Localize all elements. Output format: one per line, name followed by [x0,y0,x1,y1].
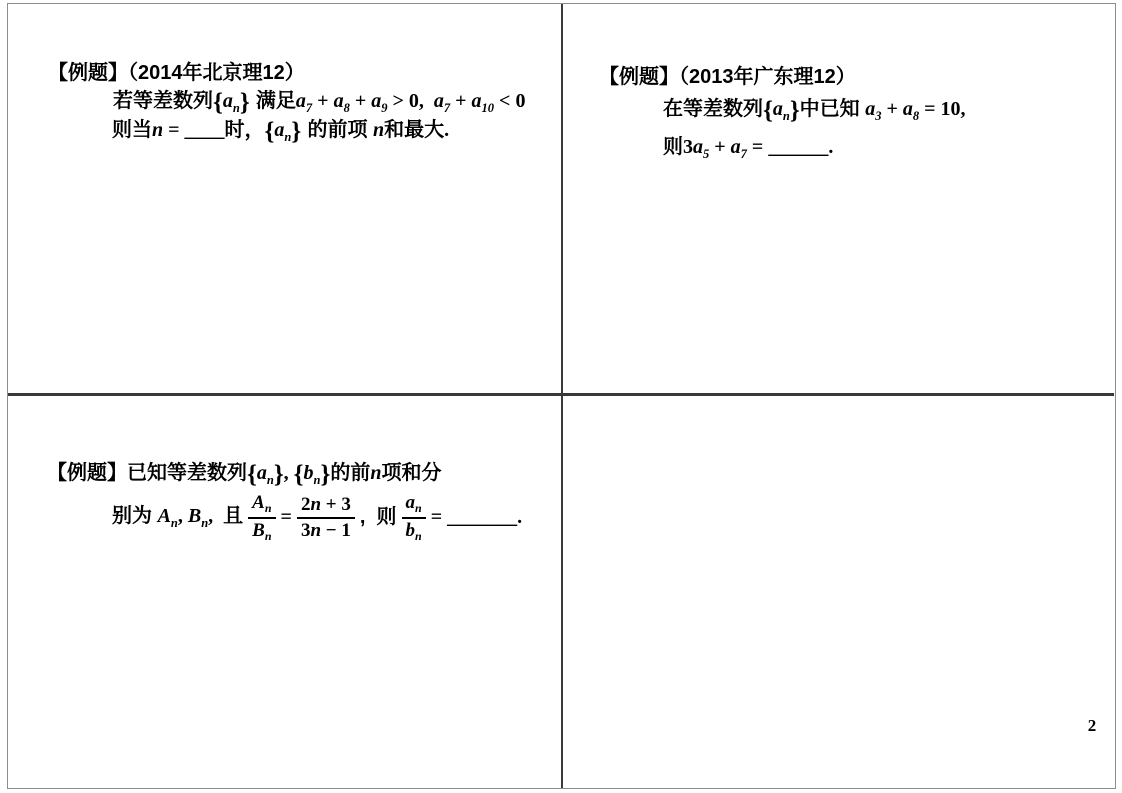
page-number: 2 [1087,716,1097,735]
math-sub: 8 [343,101,350,115]
math-op: = [746,136,769,158]
math-var: b [405,519,416,541]
problem3-line1 [47,461,441,489]
comma: , [208,504,224,527]
period: . [828,136,834,158]
math-var: n [310,519,322,541]
math-sub: n [264,528,272,543]
problem2-line3 [663,135,833,163]
math-coef: 2 [300,493,311,515]
problem1-tag: 【例题】 [48,62,128,84]
math-var: B [187,504,202,527]
math-var: a [405,492,416,513]
text-run: 中已知 [799,98,866,120]
answer-blank: ____ [184,119,225,141]
text-run: 且 [223,504,244,527]
math-var: A [252,492,265,513]
problem1-line2 [113,89,525,117]
comma: , [283,462,294,484]
math-var: n [310,493,322,515]
math-var: a [333,90,344,112]
close-brace: } [320,461,331,488]
open-brace: { [763,97,773,124]
fraction-numerator [248,492,275,519]
math-sub: 7 [305,101,313,115]
problem1-source: （2014年北京理12） [128,62,305,84]
math-sub: n [170,515,178,530]
answer-run [431,505,522,530]
math-op: + [312,90,334,112]
text-run: 别为 [112,504,158,527]
text-run: 时， [224,119,265,141]
text-run: 满足 [255,90,296,112]
math-coef: 3 [300,519,311,541]
problem2-header [599,65,856,90]
math-op: = 10, [919,98,966,120]
close-brace: } [789,97,800,124]
fraction-2n3-3n1 [297,494,355,542]
math-var: n [373,119,385,141]
problem2-tag: 【例题】 [599,66,679,88]
text-run: 若等差数列 [113,90,213,112]
math-var: a [222,90,233,112]
math-sub: n [201,515,209,530]
fraction-denominator [297,519,355,542]
text-run: 则当 [112,119,152,141]
fraction-denominator [248,519,275,544]
math-var: a [730,136,741,158]
math-sub: 5 [703,147,710,161]
problem1-line3 [112,118,449,146]
problem1-header [48,61,305,86]
math-var: a [772,98,783,120]
open-brace: { [264,118,275,145]
fraction-An-Bn [248,492,275,544]
math-var: n [152,119,164,141]
math-sub: n [266,473,274,487]
close-brace: } [239,89,256,116]
vertical-divider [561,4,563,788]
math-coef: 3 [683,136,693,158]
math-var: a [865,98,876,120]
fraction-denominator [402,519,426,544]
open-brace: { [213,89,223,116]
comma: , [177,504,188,527]
math-sub: n [313,473,321,487]
period: . [517,506,523,529]
math-sub: 9 [381,101,388,115]
math-sub: n [415,501,422,515]
math-sub: n [264,501,272,515]
open-brace: { [247,461,257,488]
text-run: 在等差数列 [663,98,763,120]
math-sub: 7 [740,147,747,161]
text-run: 和最大 [384,119,445,141]
math-op: + [709,136,731,158]
problem3-line2 [112,492,522,544]
text-run: , 则 [359,506,397,529]
fraction-numerator [402,492,426,519]
math-sub: n [782,109,790,123]
math-var: a [371,90,382,112]
math-op: = [163,119,185,141]
math-var: a [902,98,913,120]
period: . [444,119,450,141]
math-var: A [157,504,171,527]
math-op: + [450,90,472,112]
close-brace: } [273,461,284,488]
math-op: − 1 [321,519,351,541]
math-op: < 0 [494,90,526,112]
equals-sign: = [430,506,448,529]
horizontal-divider [8,393,1114,396]
text-run: 则 [663,136,683,158]
math-sub: 3 [875,109,882,123]
text-run: 项和分 [381,462,442,484]
math-op: + [881,98,903,120]
text-run: 的前项 [307,119,374,141]
math-var: a [256,462,267,484]
fraction-numerator [297,494,355,519]
math-var: B [252,519,265,541]
open-brace: { [293,461,304,488]
math-var: a [471,90,482,112]
math-var: a [433,90,444,112]
math-var: a [295,90,306,112]
math-op: + [349,90,372,112]
text-run [112,504,243,532]
problem2-line2 [663,97,966,125]
math-sub: 10 [481,101,495,115]
math-sub: 7 [443,101,451,115]
answer-blank: _______ [447,506,518,529]
math-var: a [274,119,285,141]
math-op: > 0, [387,90,434,112]
problem2-source: （2013年广东理12） [679,66,856,88]
math-sub: n [415,528,422,543]
answer-blank: ______ [768,136,829,158]
math-op: + 3 [321,493,351,515]
math-var: a [693,136,703,158]
math-var: n [370,462,382,484]
math-sub: n [232,101,240,115]
text-run: 【例题】已知等差数列 [47,462,247,484]
fraction-an-bn [402,492,426,544]
math-var: b [303,462,314,484]
math-sub: n [284,130,292,144]
close-brace: } [291,118,308,145]
math-sub: 8 [912,109,920,123]
text-run: 的前 [330,462,371,484]
equals-sign: = [280,506,292,529]
